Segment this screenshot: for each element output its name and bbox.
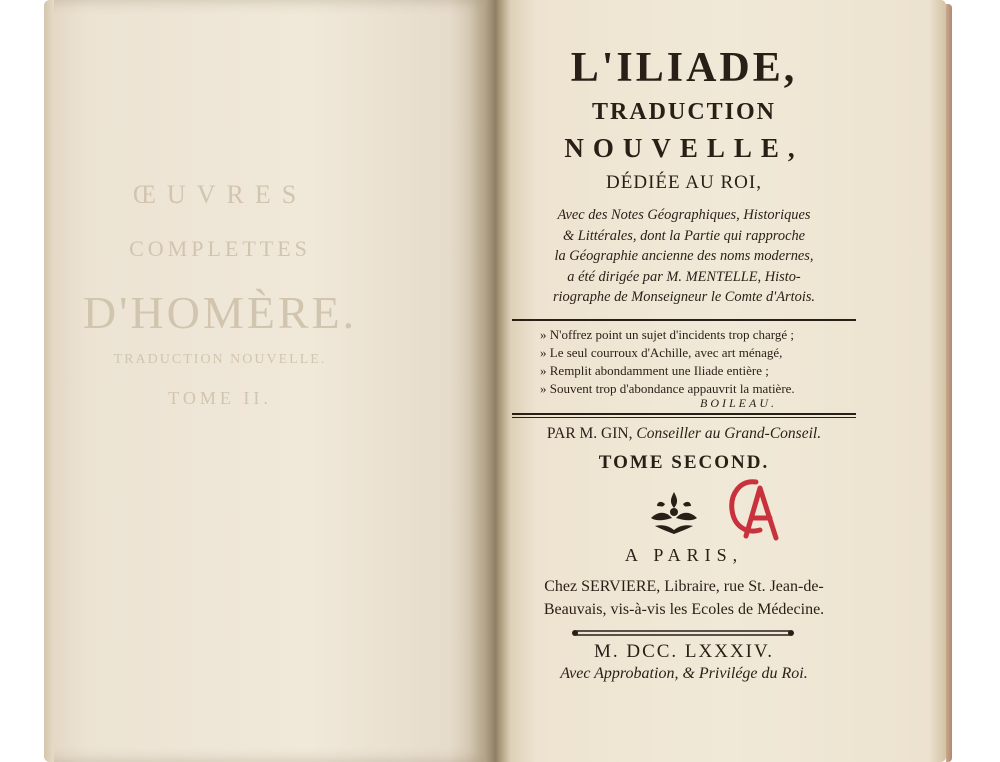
notes-line: Avec des Notes Géographiques, Historiques xyxy=(557,207,811,223)
library-stamp xyxy=(722,474,782,544)
decorative-rule-icon xyxy=(572,628,794,638)
publisher-line-1: Chez SERVIERE, Libraire, rue St. Jean-de- xyxy=(544,578,824,595)
left-page xyxy=(44,0,484,762)
ghost-text-completes: COMPLETTES xyxy=(129,236,311,261)
author-prefix: PAR M. GIN, xyxy=(546,425,633,442)
author-line xyxy=(466,425,902,443)
notes-line: la Géographie ancienne des noms modernes, xyxy=(554,248,814,264)
quote-line: » N'offrez point un sujet d'incidents trop chargé ; xyxy=(540,327,795,342)
city-line: A PARIS, xyxy=(624,545,744,565)
ghost-text-tome: TOME II. xyxy=(168,388,272,408)
divider-rule-thin xyxy=(512,417,856,418)
fleuron-ornament-icon xyxy=(645,488,703,536)
privilege-line: Avec Approbation, & Privilége du Roi. xyxy=(560,665,808,682)
volume-label: TOME SECOND. xyxy=(598,452,770,473)
dedication-line: DÉDIÉE AU ROI, xyxy=(606,172,762,193)
author-title: Conseiller au Grand-Conseil. xyxy=(636,425,822,442)
notes-paragraph xyxy=(466,205,902,308)
notes-line: & Littérales, dont la Partie qui rapproche xyxy=(562,227,806,244)
publication-year: M. DCC. LXXXIV. xyxy=(593,641,775,662)
divider-rule-double xyxy=(512,413,856,415)
stamp-monogram-icon xyxy=(722,474,782,544)
ghost-text-oeuvres: ŒUVRES xyxy=(132,180,308,209)
quote-line: » Le seul courroux d'Achille, avec art ménagé, xyxy=(540,345,783,360)
quote-line: » Souvent trop d'abondance appauvrit la matière. xyxy=(540,381,795,396)
subtitle-nouvelle: NOUVELLE, xyxy=(564,133,804,163)
ghost-text-traduction: TRADUCTION NOUVELLE. xyxy=(113,352,327,367)
notes-line: riographe de Monseigneur le Comte d'Artois. xyxy=(552,289,816,305)
quote-author: BOILEAU. xyxy=(700,396,777,410)
divider-rule xyxy=(512,319,856,321)
notes-line: a été dirigée par M. MENTELLE, Histo- xyxy=(567,268,801,285)
page-title: L'ILIADE, xyxy=(570,45,798,91)
ghost-text-homere: D'HOMÈRE. xyxy=(82,287,358,338)
subtitle-traduction: TRADUCTION xyxy=(591,99,776,125)
publisher-line-2: Beauvais, vis-à-vis les Ecoles de Médecine. xyxy=(543,601,825,618)
epigraph-quote xyxy=(540,326,795,398)
quote-line: » Remplit abondamment une Iliade entière ; xyxy=(540,363,769,378)
